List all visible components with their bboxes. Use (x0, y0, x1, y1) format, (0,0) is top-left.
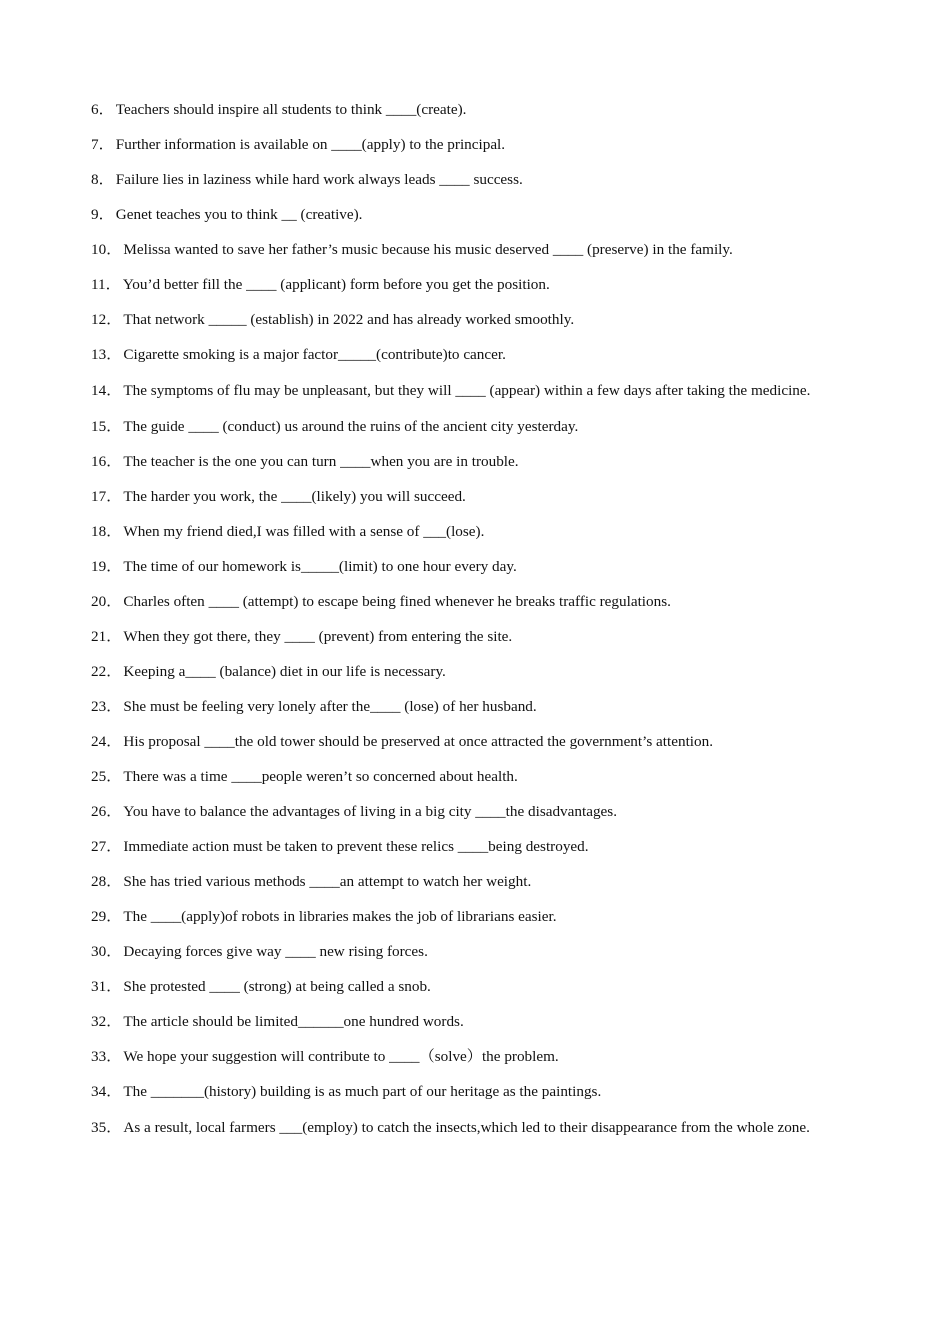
exercise-item (91, 372, 851, 409)
exercise-item (91, 584, 851, 619)
item-number: 26． (91, 803, 122, 820)
item-text: The symptoms of flu may be unpleasant, but they will ____ (appear) within a few days after taking the medicine. (123, 382, 811, 399)
exercise-item (91, 619, 851, 654)
exercise-item (91, 549, 851, 584)
exercise-item (91, 267, 851, 302)
item-number: 21． (91, 628, 122, 645)
exercise-item (91, 514, 851, 549)
item-text: The teacher is the one you can turn ____when you are in trouble. (123, 453, 519, 470)
exercise-item (91, 1039, 851, 1074)
item-number: 8． (91, 171, 114, 188)
exercise-item (91, 829, 851, 864)
item-text: There was a time ____people weren’t so concerned about health. (123, 768, 518, 785)
exercise-item (91, 337, 851, 372)
item-number: 6． (91, 101, 114, 118)
item-text: The guide ____ (conduct) us around the ruins of the ancient city yesterday. (123, 418, 579, 435)
exercise-item (91, 127, 851, 162)
exercise-item (91, 724, 851, 759)
exercise-item (91, 864, 851, 899)
item-number: 25． (91, 768, 122, 785)
item-text: She has tried various methods ____an attempt to watch her weight. (123, 873, 532, 890)
item-number: 18． (91, 523, 122, 540)
exercise-item (91, 162, 851, 197)
exercise-item (91, 689, 851, 724)
exercise-item (91, 969, 851, 1004)
item-text: Genet teaches you to think __ (creative). (115, 206, 363, 223)
item-number: 31． (91, 978, 122, 995)
item-number: 9． (91, 206, 114, 223)
item-number: 23． (91, 698, 122, 715)
item-number: 14． (91, 382, 122, 399)
exercise-item (91, 409, 851, 444)
item-text: When they got there, they ____ (prevent) from entering the site. (123, 628, 513, 645)
item-number: 34． (91, 1083, 122, 1100)
exercise-item (91, 232, 851, 267)
item-number: 35． (91, 1119, 122, 1136)
item-text: Further information is available on ____(apply) to the principal. (115, 136, 506, 153)
item-number: 20． (91, 593, 122, 610)
item-number: 19． (91, 558, 122, 575)
item-text: His proposal ____the old tower should be preserved at once attracted the government’s attention. (123, 733, 713, 750)
item-text: As a result, local farmers ___(employ) to catch the insects,which led to their disappearance from the whole zone. (123, 1119, 810, 1136)
item-number: 10． (91, 241, 122, 258)
item-number: 7． (91, 136, 114, 153)
item-text: That network _____ (establish) in 2022 and has already worked smoothly. (123, 311, 575, 328)
item-text: She protested ____ (strong) at being called a snob. (123, 978, 431, 995)
exercise-item (91, 302, 851, 337)
item-text: She must be feeling very lonely after the____ (lose) of her husband. (123, 698, 537, 715)
item-text: The _______(history) building is as much part of our heritage as the paintings. (123, 1083, 602, 1100)
exercise-item (91, 934, 851, 969)
item-text: The time of our homework is_____(limit) to one hour every day. (123, 558, 517, 575)
exercise-item (91, 197, 851, 232)
item-number: 16． (91, 453, 122, 470)
item-number: 24． (91, 733, 122, 750)
exercise-list (91, 92, 851, 1146)
exercise-item (91, 654, 851, 689)
exercise-item (91, 92, 851, 127)
item-text: Keeping a____ (balance) diet in our life is necessary. (123, 663, 446, 680)
item-number: 30． (91, 943, 122, 960)
item-text: Immediate action must be taken to prevent these relics ____being destroyed. (123, 838, 589, 855)
item-number: 29． (91, 908, 122, 925)
item-text: You’d better fill the ____ (applicant) form before you get the position. (122, 276, 550, 293)
exercise-item (91, 1074, 851, 1109)
item-text: The article should be limited______one hundred words. (123, 1013, 464, 1030)
item-number: 15． (91, 418, 122, 435)
item-number: 17． (91, 488, 122, 505)
item-number: 11． (91, 276, 121, 293)
exercise-item (91, 794, 851, 829)
item-text: Charles often ____ (attempt) to escape being fined whenever he breaks traffic regulations. (123, 593, 671, 610)
item-number: 32． (91, 1013, 122, 1030)
item-text: Melissa wanted to save her father’s music because his music deserved ____ (preserve) in the family. (123, 241, 733, 258)
item-text: Teachers should inspire all students to think ____(create). (115, 101, 467, 118)
exercise-item (91, 479, 851, 514)
exercise-item (91, 759, 851, 794)
item-text: Failure lies in laziness while hard work always leads ____ success. (115, 171, 523, 188)
exercise-item (91, 444, 851, 479)
item-number: 33． (91, 1048, 122, 1065)
item-number: 28． (91, 873, 122, 890)
exercise-item (91, 899, 851, 934)
exercise-item (91, 1109, 851, 1146)
item-text: When my friend died,I was filled with a sense of ___(lose). (123, 523, 485, 540)
exercise-item (91, 1004, 851, 1039)
item-number: 22． (91, 663, 122, 680)
item-number: 13． (91, 346, 122, 363)
item-text: Decaying forces give way ____ new rising forces. (123, 943, 428, 960)
item-text: The harder you work, the ____(likely) you will succeed. (123, 488, 466, 505)
item-text: The ____(apply)of robots in libraries makes the job of librarians easier. (123, 908, 557, 925)
item-text: We hope your suggestion will contribute to ____（solve）the problem. (123, 1048, 559, 1065)
item-number: 12． (91, 311, 122, 328)
item-number: 27． (91, 838, 122, 855)
item-text: You have to balance the advantages of living in a big city ____the disadvantages. (123, 803, 617, 820)
item-text: Cigarette smoking is a major factor_____(contribute)to cancer. (123, 346, 506, 363)
